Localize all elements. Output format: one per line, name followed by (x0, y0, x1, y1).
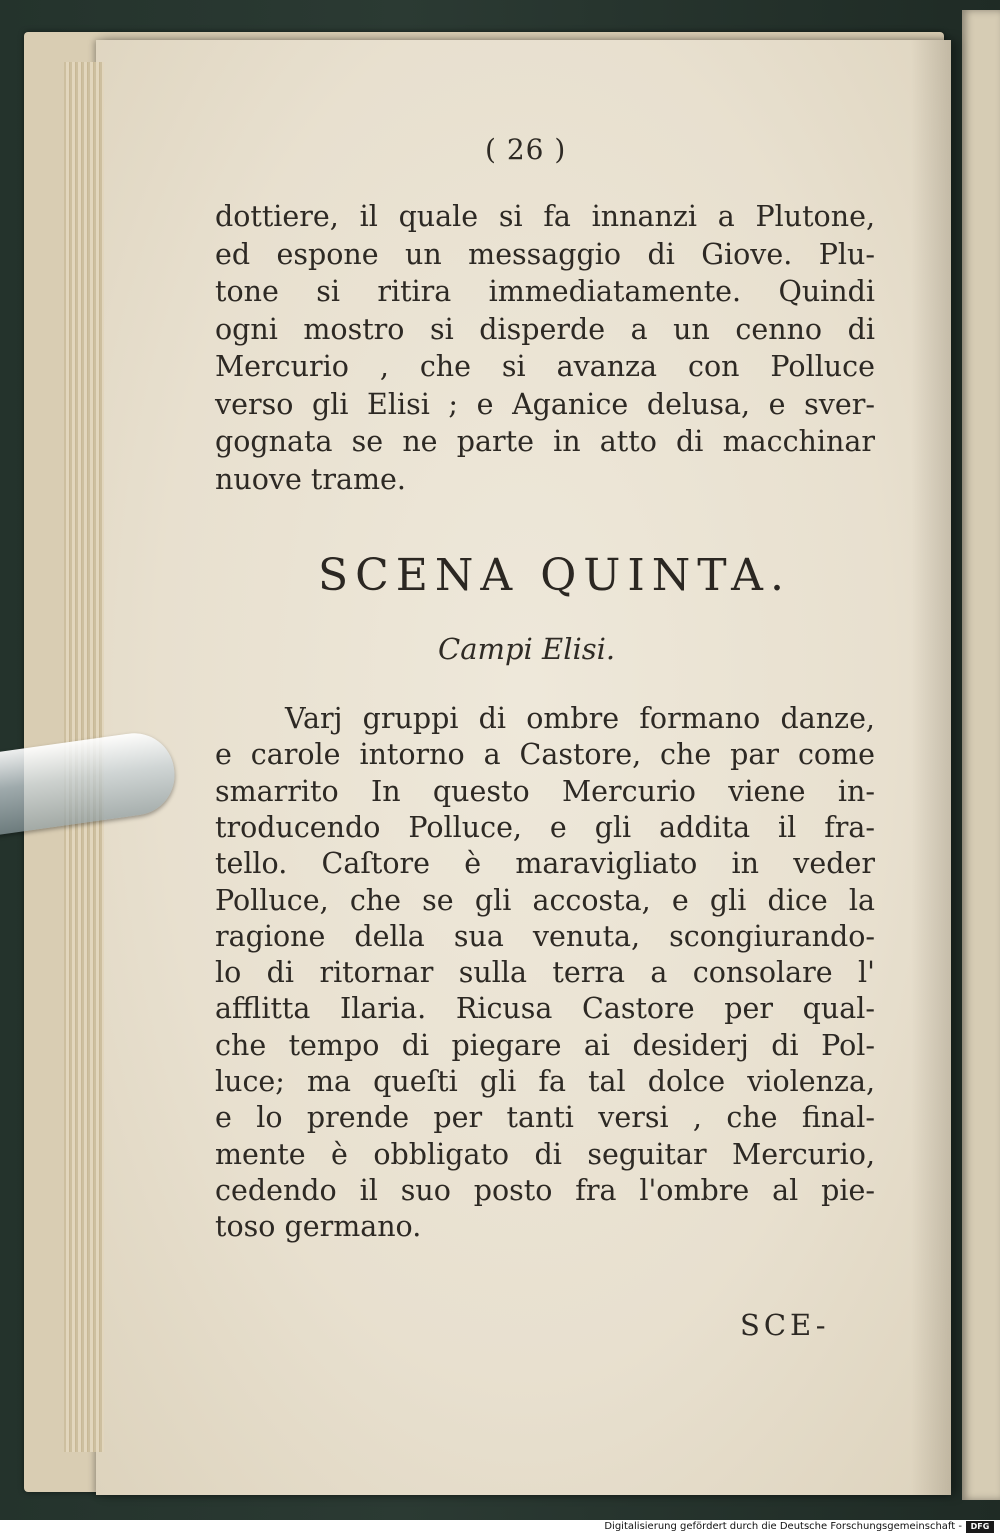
text-line: Mercurio , che si avanza con Polluce (215, 350, 875, 383)
text-line: toso germano. (215, 1210, 422, 1244)
text-line: che tempo di piegare ai desiderj di Pol- (215, 1028, 875, 1062)
text-line: lo di ritornar sulla terra a consolare l' (215, 956, 875, 990)
gutter-shadow (911, 40, 951, 1495)
digitization-credit: Digitalisierung gefördert durch die Deutsche Forschungsgemeinschaft - (604, 1521, 962, 1532)
text-line: e lo prende per tanti versi , che final- (215, 1101, 875, 1135)
text-line: cedendo il suo posto fra l'ombre al pie- (215, 1173, 875, 1207)
scene-heading: SCENA QUINTA. (318, 550, 791, 601)
text-line: tello. Caſtore è maravigliato in veder (215, 847, 875, 881)
dfg-logo: DFG (966, 1521, 994, 1533)
text-line: nuove trame. (215, 462, 406, 496)
text-line: Polluce, che se gli accosta, e gli dice la (215, 883, 875, 917)
text-line: dottiere, il quale si fa innanzi a Plutone, (215, 200, 875, 233)
text-line: e carole intorno a Castore, che par come (215, 738, 875, 772)
text-line: Varj gruppi di ombre formano danze, (285, 702, 875, 735)
text-line: mente è obbligato di seguitar Mercurio, (215, 1137, 875, 1171)
text-line: ragione della sua venuta, scongiurando- (215, 919, 875, 953)
text-line: smarrito In questo Mercurio viene in- (215, 774, 875, 808)
catchword: SCE- (740, 1308, 830, 1342)
text-line: troducendo Polluce, e gli addita il fra- (215, 810, 875, 844)
text-line: verso gli Elisi ; e Aganice delusa, e sver- (215, 387, 875, 421)
text-line: tone si ritira immediatamente. Quindi (215, 275, 875, 308)
page-number: ( 26 ) (485, 133, 567, 166)
scene-setting: Campi Elisi. (438, 632, 616, 666)
text-line: afflitta Ilaria. Ricusa Castore per qual- (215, 992, 875, 1026)
text-line: gognata se ne parte in atto di macchinar (215, 425, 875, 458)
text-line: luce; ma queſti gli fa tal dolce violenza, (215, 1065, 875, 1098)
text-line: ed espone un messaggio di Giove. Plu- (215, 237, 875, 271)
facing-page-edge (962, 10, 1000, 1500)
text-line: ogni mostro si disperde a un cenno di (215, 312, 875, 346)
